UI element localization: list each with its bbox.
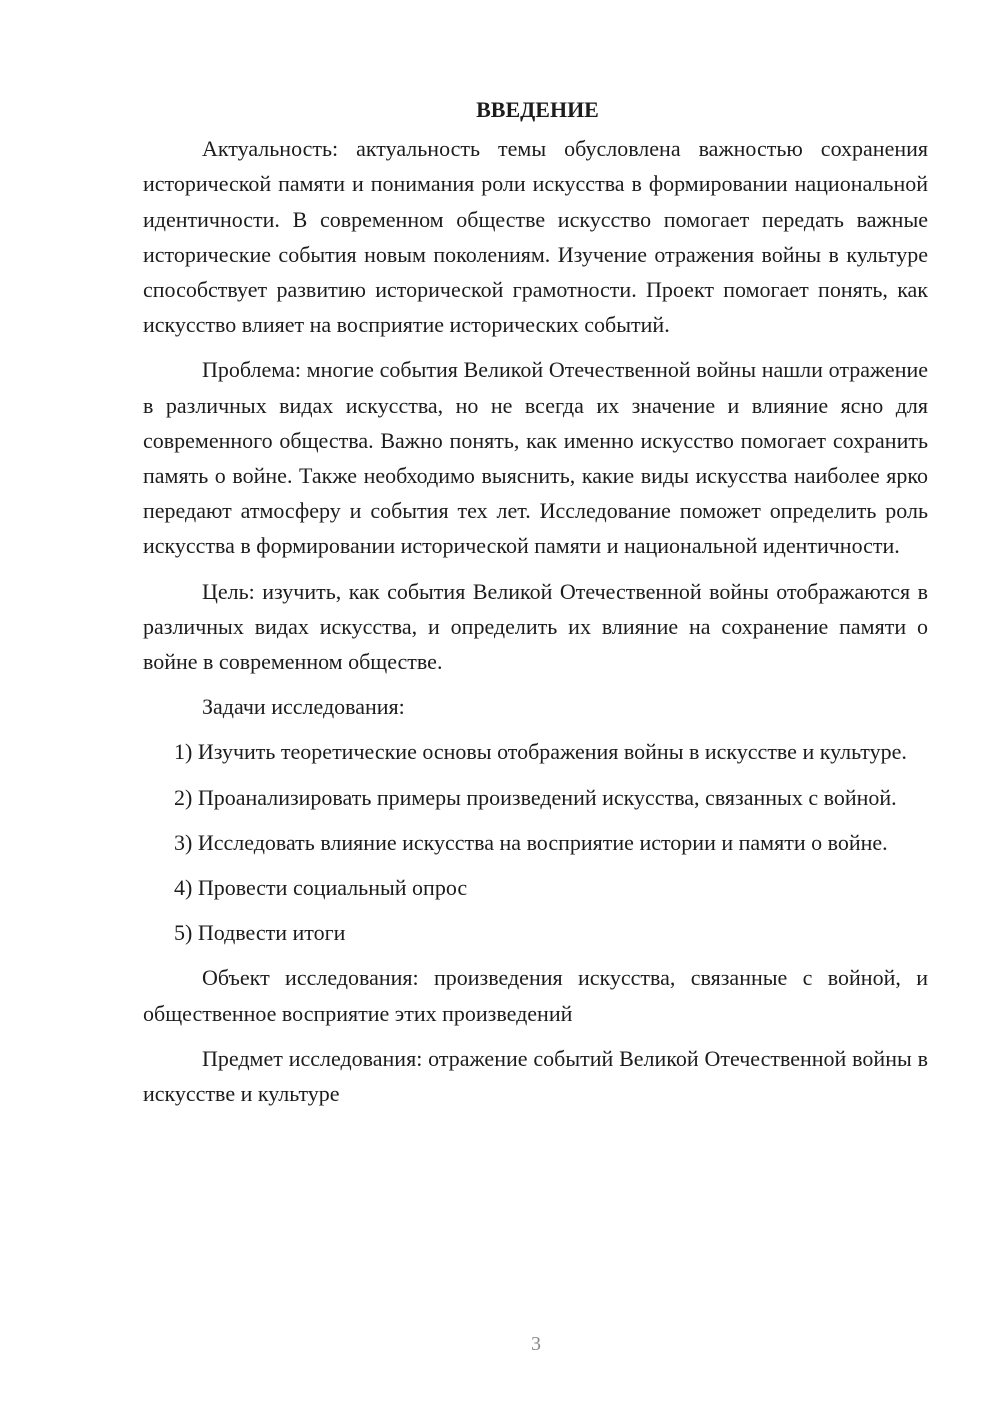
- task-item-2: 2) Проанализировать примеры произведений искусства, связанных с войной.: [174, 784, 897, 810]
- page-title: ВВЕДЕНИЕ: [476, 97, 599, 122]
- task-item-1: 1) Изучить теоретические основы отображения войны в искусстве и культуре.: [174, 739, 907, 765]
- tasks-heading: Задачи исследования:: [202, 694, 405, 720]
- subject-paragraph: Предмет исследования: отражение событий Великой Отечественной войны в искусстве и культуре: [143, 1045, 928, 1107]
- problem-paragraph: Проблема: многие события Великой Отечественной войны нашли отражение в различных видах искусства, но не всегда их значение и влияние ясно для современного общества. Важно понять, как именно искусство помогает сохранить память о войне. Также необходимо выяснить, какие виды искусства наиболее ярко передают атмосферу и события тех лет. Исследование поможет определить роль искусства в формировании исторической памяти и национальной идентичности.: [143, 357, 928, 559]
- task-item-3: 3) Исследовать влияние искусства на восприятие истории и памяти о войне.: [174, 829, 888, 855]
- document-page: [143, 92, 928, 1121]
- goal-paragraph: Цель: изучить, как события Великой Отечественной войны отображаются в различных видах искусства, и определить их влияние на сохранение памяти о войне в современном обществе.: [143, 578, 928, 675]
- task-item-4: 4) Провести социальный опрос: [174, 875, 468, 901]
- task-item-5: 5) Подвести итоги: [174, 920, 346, 946]
- relevance-paragraph: Актуальность: актуальность темы обусловлена важностью сохранения исторической памяти и понимания роли искусства в формировании национальной идентичности. В современном обществе искусство помогает передать важные исторические события новым поколениям. Изучение отражения войны в культуре способствует развитию исторической грамотности. Проект помогает понять, как искусство влияет на восприятие исторических событий.: [143, 136, 928, 338]
- page-number: 3: [531, 1333, 541, 1355]
- object-paragraph: Объект исследования: произведения искусства, связанные с войной, и общественное восприятие этих произведений: [143, 965, 928, 1026]
